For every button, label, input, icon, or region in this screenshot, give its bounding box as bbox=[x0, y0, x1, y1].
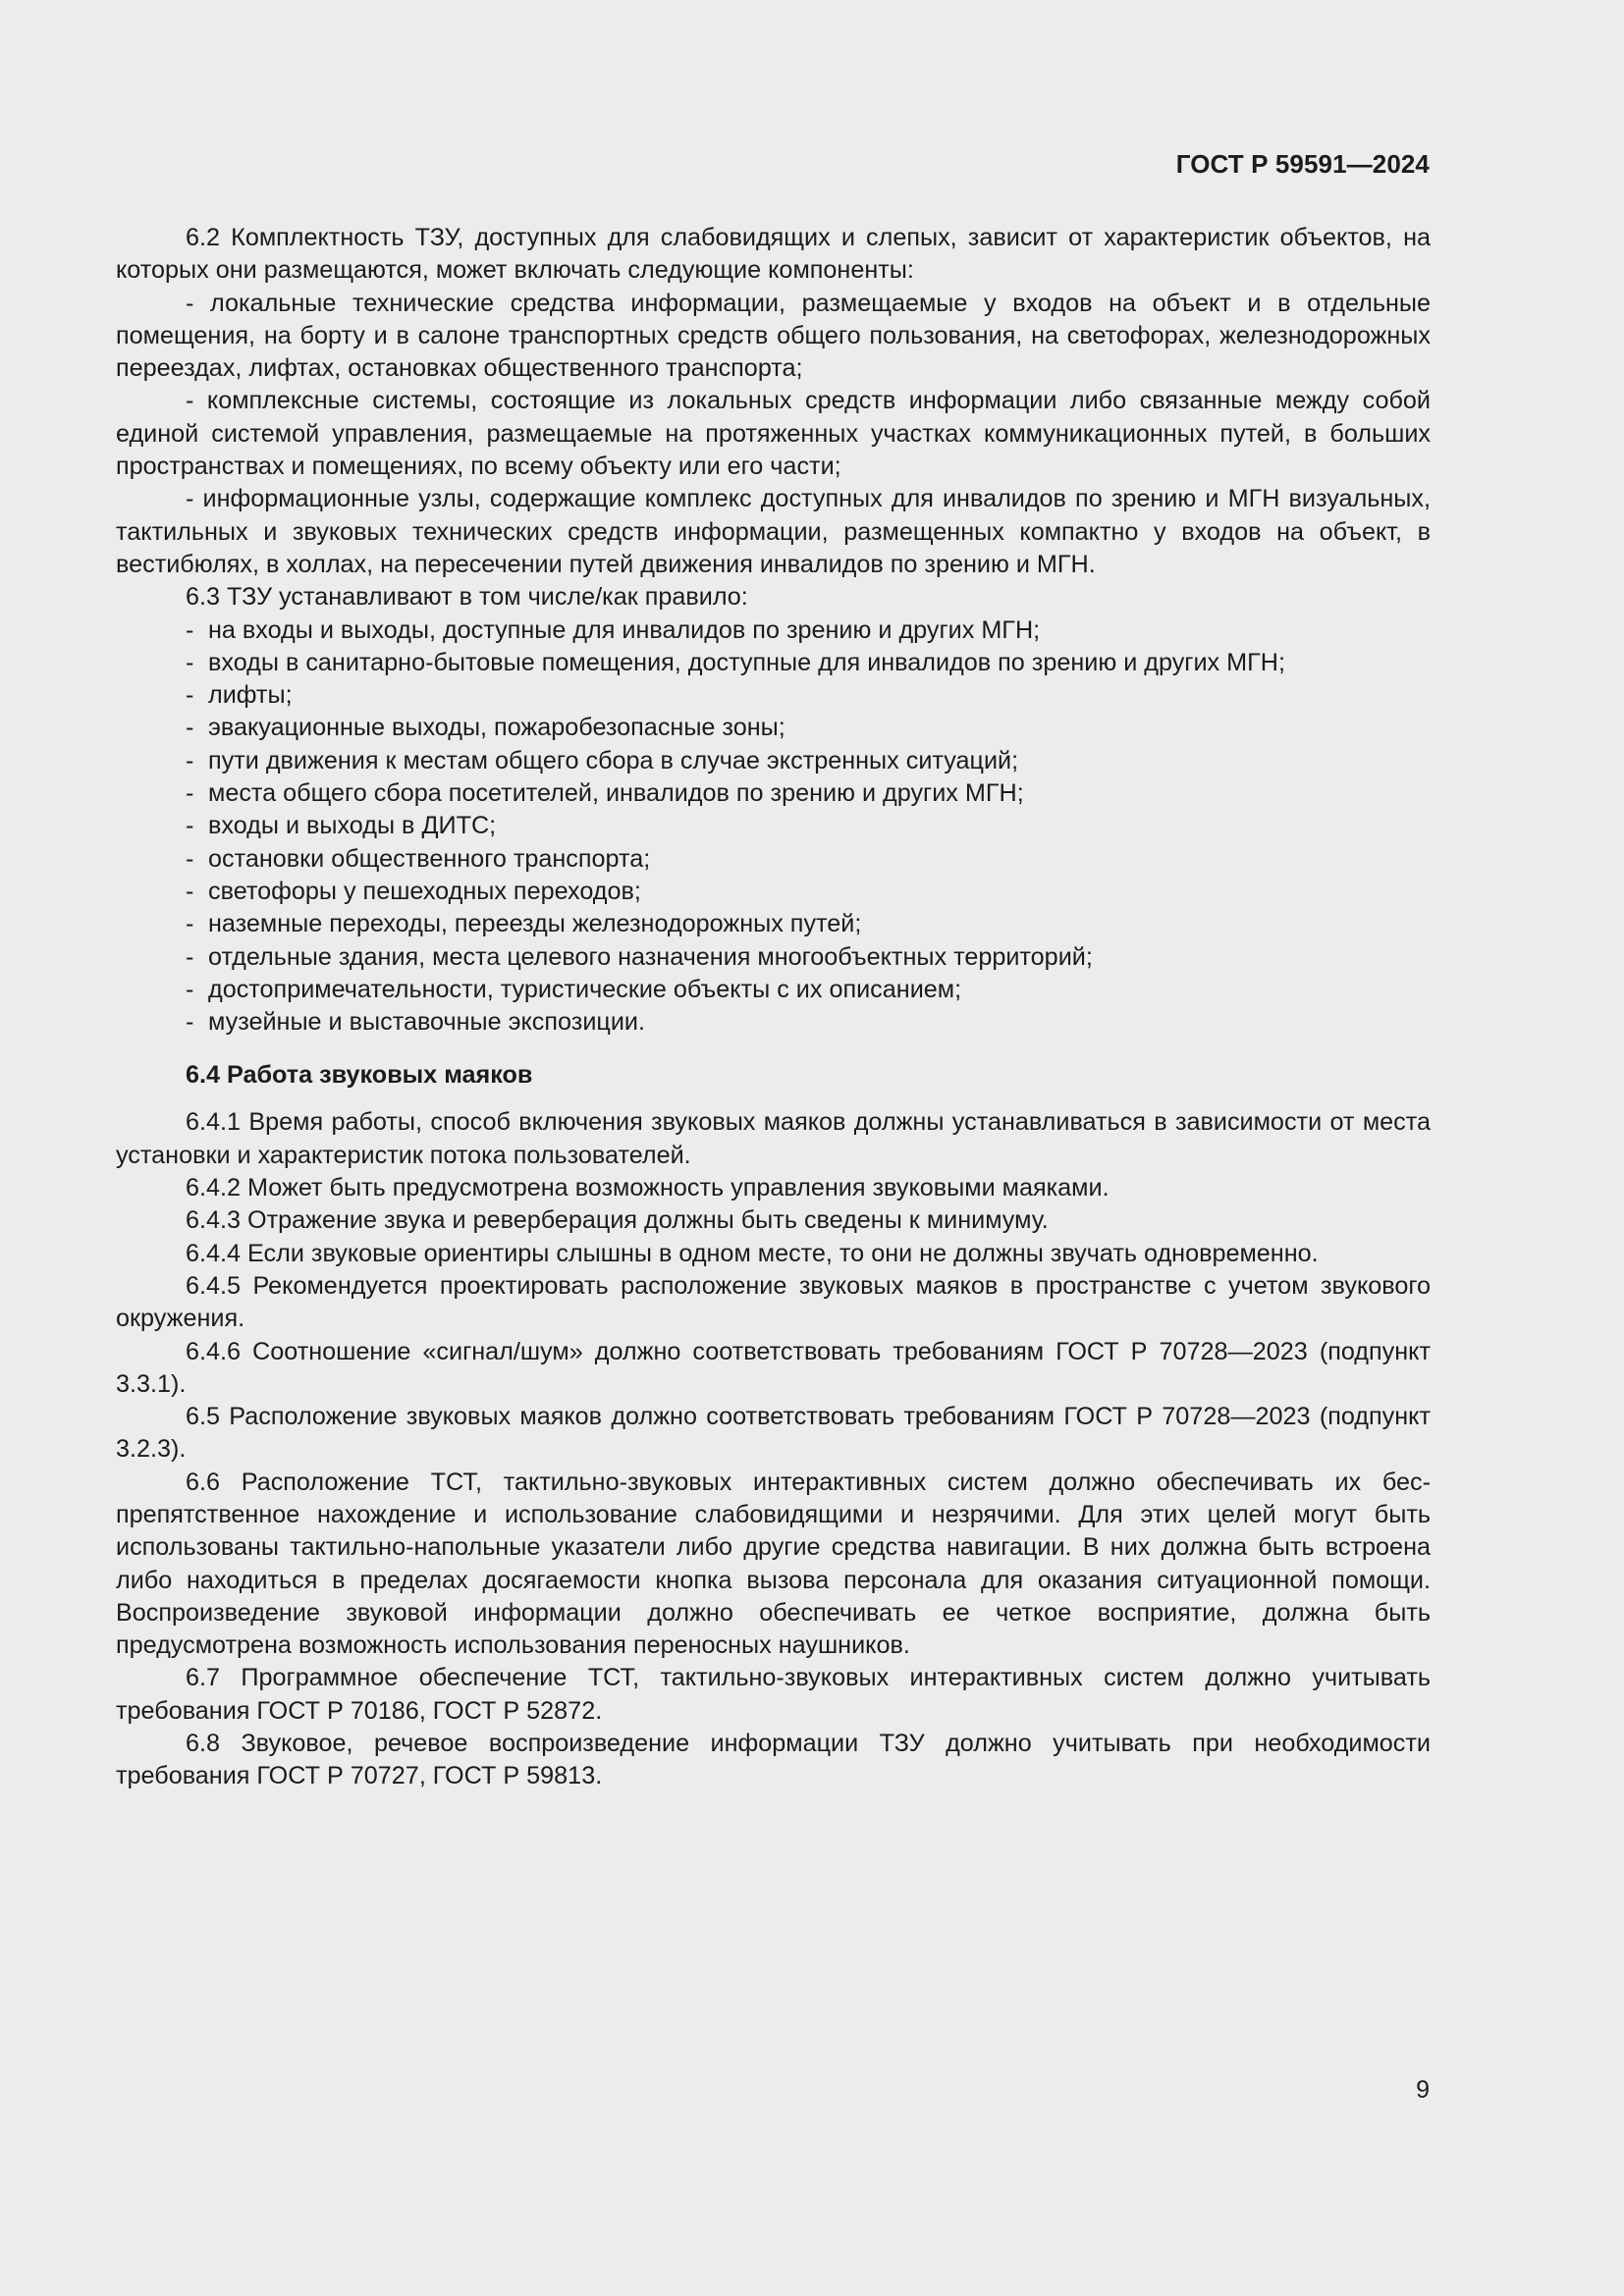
list-item: - пути движения к местам общего сбора в случае экстренных ситуаций; bbox=[116, 745, 1431, 777]
list-item: - локальные технические средства информации, размещаемые у входов на объект и в отдельные помещения, на борту и в салоне транспортных средств общего пользования, на светофорах, железнодорожных переездах, лифтах, остановках общественного транспорта; bbox=[116, 289, 1431, 383]
list-item: - информационные узлы, содержащие комплекс доступных для инвалидов по зрению и МГН визуальных, тактильных и звуковых технических средств информации, размещенных компактно у входов на объект, в вестибюлях, в холлах, на пересечении путей движения инвалидов по зрению и МГН. bbox=[116, 485, 1431, 578]
paragraph-6-4-1: 6.4.1 Время работы, способ включения звуковых маяков должны устанавливаться в зависимости от места установки и характеристик потока пользователей. bbox=[116, 1108, 1431, 1169]
list-dash: - bbox=[186, 779, 194, 808]
list-dash: - bbox=[186, 975, 194, 1003]
list-dash: - bbox=[186, 844, 194, 873]
list-dash: - bbox=[186, 648, 194, 676]
list-dash: - bbox=[186, 812, 194, 840]
list-item: - комплексные системы, состоящие из локальных средств информации либо связанные между собой единой системой управления, размещаемые на протяженных участках коммуникационных путей, в больших пространствах и помещениях, по всему объекту или его части; bbox=[116, 387, 1431, 481]
list-item: - эвакуационные выходы, пожаробезопасные зоны; bbox=[116, 712, 1431, 744]
paragraph-6-2: 6.2 Комплектность ТЗУ, доступных для слабовидящих и слепых, зависит от характеристик объектов, на которых они размещаются, может включать следующие компоненты: bbox=[116, 224, 1431, 285]
list-item: - достопримечательности, туристические объекты с их описанием; bbox=[116, 974, 1431, 1006]
list-item: - отдельные здания, места целевого назначения многообъектных территорий; bbox=[116, 941, 1431, 974]
list-item: - музейные и выставочные экспозиции. bbox=[116, 1006, 1431, 1039]
list-item: - входы и выходы в ДИТС; bbox=[116, 810, 1431, 842]
paragraph-6-4-3: 6.4.3 Отражение звука и реверберация должны быть сведены к минимуму. bbox=[186, 1206, 1049, 1235]
paragraph-6-8: 6.8 Звуковое, речевое воспроизведение информации ТЗУ должно учитывать при необходимости требования ГОСТ Р 70727, ГОСТ Р 59813. bbox=[116, 1730, 1431, 1790]
page-number: 9 bbox=[1416, 2076, 1430, 2104]
list-dash: - bbox=[186, 910, 194, 938]
list-item: - лифты; bbox=[116, 679, 1431, 712]
list-item: - светофоры у пешеходных переходов; bbox=[116, 876, 1431, 908]
list-item: - места общего сбора посетителей, инвалидов по зрению и других МГН; bbox=[116, 777, 1431, 810]
list-dash: - bbox=[186, 746, 194, 774]
document-body bbox=[116, 222, 1431, 1793]
paragraph-6-3: 6.3 ТЗУ устанавливают в том числе/как правило: bbox=[186, 583, 748, 612]
document-code: ГОСТ Р 59591—2024 bbox=[1175, 149, 1430, 179]
paragraph-6-4-2: 6.4.2 Может быть предусмотрена возможность управления звуковыми маяками. bbox=[186, 1174, 1110, 1202]
list-item: - входы в санитарно-бытовые помещения, доступные для инвалидов по зрению и других МГН; bbox=[116, 647, 1431, 679]
section-title-6-4: 6.4 Работа звуковых маяков bbox=[186, 1061, 533, 1090]
list-dash: - bbox=[186, 714, 194, 742]
list-dash: - bbox=[186, 877, 194, 905]
paragraph-6-4-5: 6.4.5 Рекомендуется проектировать расположение звуковых маяков в пространстве с учетом звукового окружения. bbox=[116, 1271, 1431, 1333]
list-dash: - bbox=[186, 1008, 194, 1037]
list-item: - на входы и выходы, доступные для инвалидов по зрению и других МГН; bbox=[116, 614, 1431, 647]
list-item: - наземные переходы, переезды железнодорожных путей; bbox=[116, 908, 1431, 940]
list-item: - остановки общественного транспорта; bbox=[116, 843, 1431, 876]
list-dash: - bbox=[186, 681, 194, 710]
paragraph-6-4-4: 6.4.4 Если звуковые ориентиры слышны в одном месте, то они не должны звучать одновременно. bbox=[186, 1239, 1319, 1267]
list-dash: - bbox=[186, 615, 194, 644]
paragraph-6-5: 6.5 Расположение звуковых маяков должно соответствовать требованиям ГОСТ Р 70728—2023 (подпункт 3.2.3). bbox=[116, 1403, 1431, 1464]
list-dash: - bbox=[186, 942, 194, 971]
paragraph-6-7: 6.7 Программное обеспечение ТСТ, тактильно-звуковых интерактивных систем должно учитывать требования ГОСТ Р 70186, ГОСТ Р 52872. bbox=[116, 1664, 1431, 1725]
paragraph-6-6: 6.6 Расположение ТСТ, тактильно-звуковых интерактивных систем должно обеспечивать их беспрепятственное нахождение и использование слабовидящими и незрячими. Для этих целей могут быть использованы тактильно-напольные указатели либо другие средства навигации. В них должна быть встроена либо находиться в пределах досягаемости кнопка вызова персонала для оказания ситуационной помощи. Воспроизведение звуковой информации должно обеспечивать ее четкое восприятие, должна быть предусмотрена возможность использования переносных наушников. bbox=[116, 1468, 1431, 1660]
paragraph-6-4-6: 6.4.6 Соотношение «сигнал/шум» должно соответствовать требованиям ГОСТ Р 70728—2023 (подпункт 3.3.1). bbox=[116, 1337, 1431, 1398]
